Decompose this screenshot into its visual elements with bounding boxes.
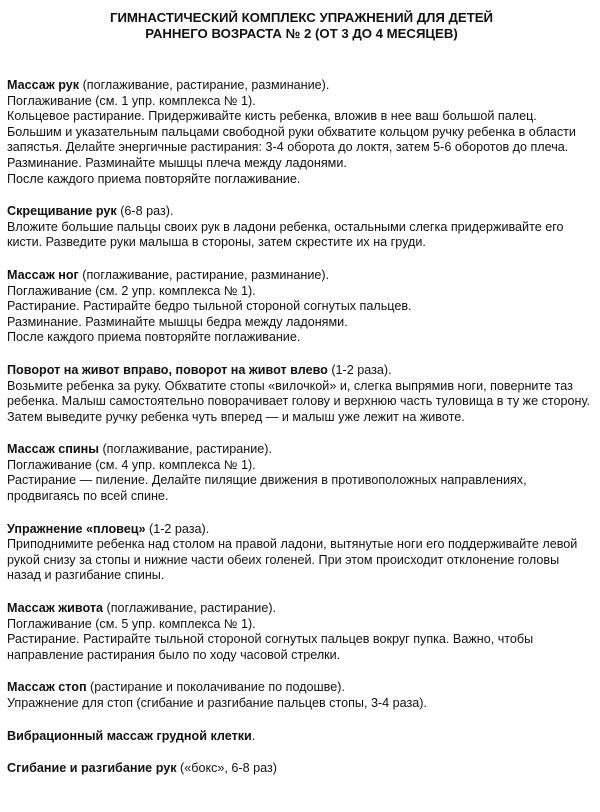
section-line: Разминание. Разминайте мышцы плеча между ладонями. [7, 155, 347, 170]
section-note: (поглаживание, растирание). [98, 442, 272, 457]
section-heading: Сгибание и разгибание рук [7, 761, 177, 776]
section-line: Растирание. Растирайте бедро тыльной стороной согнутых пальцев. [7, 299, 412, 314]
section-note: . [251, 728, 256, 743]
section-heading: Вибрационный массаж грудной клетки [7, 728, 252, 743]
section-line: Разминание. Разминайте мышцы бедра между ладонями. [7, 314, 348, 329]
title-line-1: ГИМНАСТИЧЕСКИЙ КОМПЛЕКС УПРАЖНЕНИЙ ДЛЯ ДЕТЕЙ [109, 10, 494, 25]
section-leg-massage [7, 268, 590, 346]
section-note: (поглаживание, растирание, разминание). [78, 267, 330, 282]
section-heading: Массаж спины [7, 442, 99, 457]
section-arm-flexion-extension [7, 761, 590, 777]
section-heading: Упражнение «пловец» [7, 521, 146, 536]
section-foot-massage [7, 680, 590, 711]
section-note: (растирание и поколачивание по подошве). [86, 680, 345, 695]
section-line: Поглаживание (см. 4 упр. комплекса № 1). [7, 457, 256, 472]
section-line: Кольцевое растирание. Придерживайте кисть ребенка, вложив в нее ваш большой палец. Большим и указательным пальцами свободной руки обхватите кольцом ручку ребенка в области запястья. Делайте энергичные растирания: 3-4 оборота до локтя, затем 5-6 оборотов до плеча. [7, 109, 576, 155]
section-turn-to-belly [7, 363, 590, 425]
section-note: (6-8 раз). [116, 204, 174, 219]
document-title [7, 10, 590, 42]
section-note: (1-2 раза). [145, 521, 210, 536]
section-heading: Массаж рук [7, 78, 80, 92]
section-note: (1-2 раза). [327, 362, 392, 377]
section-heading: Массаж ног [7, 267, 79, 282]
section-line: Поглаживание (см. 1 упр. комплекса № 1). [7, 93, 256, 108]
section-arm-crossing [7, 204, 590, 251]
section-heading: Массаж стоп [7, 680, 87, 695]
section-heading: Скрещивание рук [7, 204, 117, 219]
title-line-2: РАННЕГО ВОЗРАСТА № 2 (ОТ 3 ДО 4 МЕСЯЦЕВ) [145, 26, 458, 41]
section-hand-massage [7, 78, 590, 187]
section-note: («бокс», 6-8 раз) [176, 761, 277, 776]
section-line: После каждого приема повторяйте поглаживание. [7, 330, 301, 345]
section-belly-massage [7, 601, 590, 663]
section-heading: Поворот на живот вправо, поворот на живот влево [7, 362, 328, 377]
section-heading: Массаж живота [7, 601, 104, 616]
section-line: Вложите большие пальцы своих рук в ладони ребенка, остальными слегка придерживайте его кисти. Разведите руки малыша в стороны, затем скрестите их на груди. [7, 219, 564, 250]
section-note: (поглаживание, растирание). [103, 601, 277, 616]
section-line: Поглаживание (см. 5 упр. комплекса № 1). [7, 616, 256, 631]
section-line: Возьмите ребенка за руку. Обхватите стопы «вилочкой» и, слегка выпрямив ноги, поверните таз ребенка. Малыш самостоятельно поворачивает голову и верхнюю часть туловища в ту же сторону. Затем выведите ручку ребенка чуть вперед — и малыш уже лежит на животе. [7, 378, 591, 424]
section-line: Поглаживание (см. 2 упр. комплекса № 1). [7, 283, 256, 298]
section-line: Растирание — пиление. Делайте пилящие движения в противоположных направлениях, продвигаясь по всей спине. [7, 473, 527, 504]
section-chest-vibration-massage [7, 729, 590, 745]
section-line: Приподнимите ребенка над столом на правой ладони, вытянутые ноги его поддерживайте левой рукой снизу за стопы и нижние части обеих голеней. При этом происходит отклонение головы назад и разгибание спины. [7, 537, 578, 583]
section-line: Упражнение для стоп (сгибание и разгибание пальцев стопы, 3-4 раза). [7, 696, 427, 710]
section-line: Растирание. Растирайте тыльной стороной согнутых пальцев вокруг пупка. Важно, чтобы направление растирания было по ходу часовой стрелки. [7, 632, 534, 662]
section-swimmer-exercise [7, 522, 590, 584]
section-back-massage [7, 442, 590, 504]
section-note: (поглаживание, растирание, разминание). [79, 78, 330, 92]
section-line: После каждого приема повторяйте поглаживание. [7, 171, 301, 186]
